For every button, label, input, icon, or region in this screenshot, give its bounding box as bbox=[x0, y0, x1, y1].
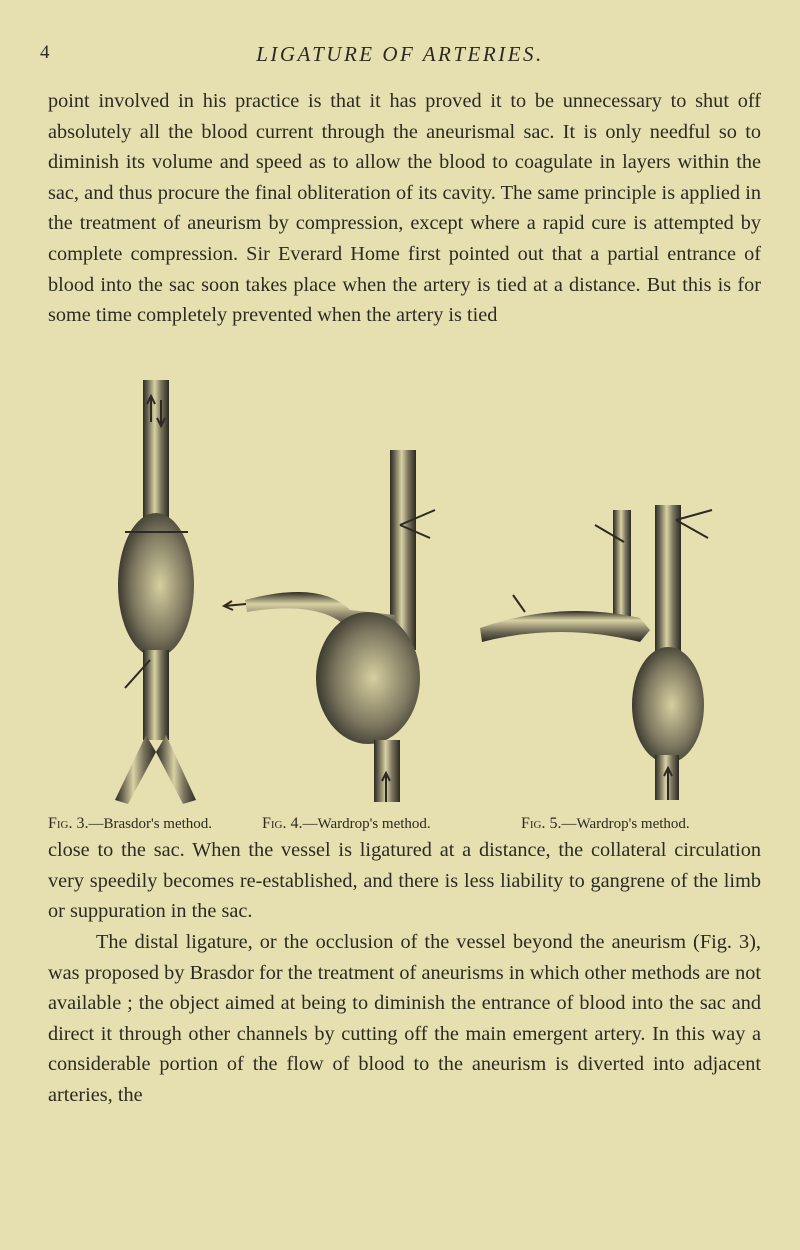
fig-4-drawing bbox=[224, 450, 435, 802]
caption-fig-3: Fig. 3.—Brasdor's method. bbox=[48, 815, 213, 832]
paragraph-2: close to the sac. When the vessel is ligatured at a distance, the collateral circulation very speedily becomes re-established, and there is less liability to gangrene of the limb or suppuration in the sac. bbox=[48, 839, 761, 923]
caption-fig-4: Fig. 4.—Wardrop's method. bbox=[262, 815, 431, 832]
figures-illustration bbox=[0, 360, 800, 820]
page-header bbox=[40, 42, 760, 76]
running-title: LIGATURE OF ARTERIES. bbox=[256, 42, 544, 66]
artery-illustrations bbox=[0, 360, 800, 820]
page-number: 4 bbox=[40, 42, 50, 63]
fig-3-drawing bbox=[115, 380, 196, 804]
paragraph-1: point involved in his practice is that it has proved it to be unnecessary to shut off absolutely all the blood current through the aneurismal sac. It is only needful so to diminish its volume and speed as to allow the blood to coagulate in layers within the sac, and thus procure the final obliteration of its cavity. The same principle is applied in the treatment of aneurism by compression, except where a rapid cure is attempted by complete compression. Sir Everard Home first pointed out that a partial entrance of blood into the sac soon takes place when the artery is tied at a distance. But this is for some time completely prevented when the artery is tied bbox=[48, 90, 761, 327]
paragraph-3: The distal ligature, or the occlusion of the vessel beyond the aneurism (Fig. 3), was proposed by Brasdor for the treatment of aneurisms in which other methods are not available ; the object aimed at being to diminish the entrance of blood into the sac and direct it through other channels by cutting off the main emergent artery. In this way a considerable portion of the flow of blood to the aneurism is diverted into adjacent arteries, the bbox=[48, 931, 761, 1106]
caption-fig-5: Fig. 5.—Wardrop's method. bbox=[521, 815, 690, 832]
fig-5-drawing bbox=[480, 505, 712, 800]
